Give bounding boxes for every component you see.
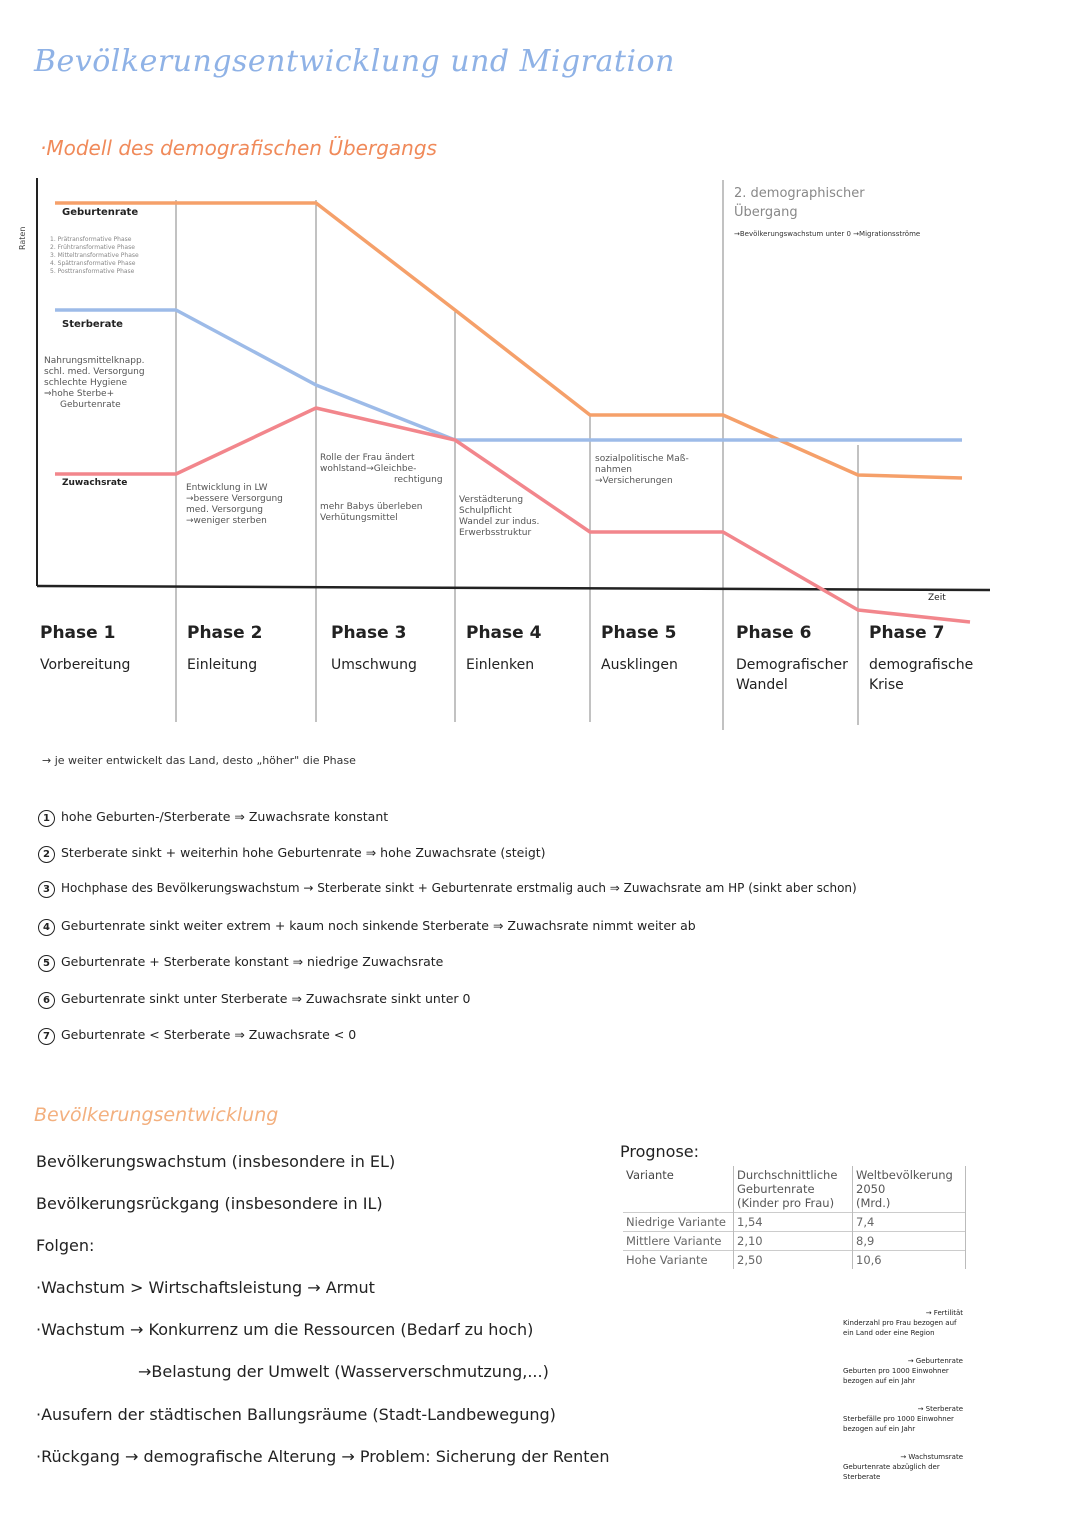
phase-6: Phase 6 Demografischer Wandel [736, 623, 848, 693]
table-row: Mittlere Variante 2,10 8,9 [623, 1232, 966, 1251]
definition-fertility: → Fertilität Kinderzahl pro Frau bezogen auf ein Land oder eine Region [843, 1309, 963, 1337]
annotation-phase3-bottom: mehr Babys überleben Verhütungsmittel [320, 502, 423, 523]
text-line: ·Rückgang → demografische Alterung → Problem: Sicherung der Renten [36, 1447, 610, 1466]
table-row: Niedrige Variante 1,54 7,4 [623, 1213, 966, 1232]
phase-2: Phase 2 Einleitung [187, 623, 263, 673]
phase-item: 2 Sterberate sinkt + weiterhin hohe Geburtenrate ⇒ hohe Zuwachsrate (steigt) [38, 845, 546, 863]
text-line: →Belastung der Umwelt (Wasserverschmutzung,...) [138, 1362, 549, 1381]
phase-7: Phase 7 demografische Krise [869, 623, 974, 693]
text-line: Bevölkerungswachstum (insbesondere in EL) [36, 1152, 396, 1171]
legend-growth-label: Zuwachsrate [62, 478, 128, 488]
x-axis-label: Zeit [928, 593, 946, 603]
annotation-phase6-note: →Bevölkerungswachstum unter 0 →Migrationsströme [734, 230, 921, 238]
text-line: Folgen: [36, 1236, 95, 1255]
death-note: Nahrungsmittelknapp. schl. med. Versorgung schlechte Hygiene ⇒hohe Sterbe+ Geburtenrate [44, 356, 145, 410]
prognose-label: Prognose: [620, 1142, 700, 1161]
prognose-table [623, 1166, 966, 1269]
legend-birth-label: Geburtenrate [62, 207, 139, 218]
phase-item: 4 Geburtenrate sinkt weiter extrem + kaum noch sinkende Sterberate ⇒ Zuwachsrate nimmt weiter ab [38, 918, 696, 936]
phase-item: 3 Hochphase des Bevölkerungswachstum → Sterberate sinkt + Geburtenrate erstmalig auch ⇒ Zuwachsrate am HP (sinkt aber schon) [38, 881, 857, 898]
section-title-model: ·Modell des demografischen Übergangs [40, 136, 437, 160]
annotation-phase4: Verstädterung Schulpflicht Wandel zur indus. Erwerbsstruktur [459, 495, 540, 538]
phase-item: 6 Geburtenrate sinkt unter Sterberate ⇒ Zuwachsrate sinkt unter 0 [38, 991, 471, 1009]
phase-5: Phase 5 Ausklingen [601, 623, 678, 673]
x-axis [37, 586, 990, 590]
legend-death-label: Sterberate [62, 319, 123, 330]
legend-phase-item: 1. Prätransformative Phase [50, 236, 132, 243]
table-header: Variante [623, 1166, 734, 1213]
annotation-phase5: sozialpolitische Maß- nahmen →Versicherungen [595, 454, 689, 486]
phase-1: Phase 1 Vorbereitung [40, 623, 131, 673]
death-rate-line [55, 310, 962, 440]
y-axis-label: Raten [18, 226, 27, 250]
phase-3: Phase 3 Umschwung [331, 623, 417, 673]
table-header: Weltbevölkerung 2050 (Mrd.) [853, 1166, 966, 1213]
phase-note: → je weiter entwickelt das Land, desto „höher" die Phase [42, 754, 356, 767]
annotation-phase3-top: Rolle der Frau ändert wohlstand→Gleichbe- rechtigung [320, 453, 443, 485]
text-line: Bevölkerungsrückgang (insbesondere in IL) [36, 1194, 383, 1213]
annotation-phase2: Entwicklung in LW →bessere Versorgung med. Versorgung →weniger sterben [186, 483, 283, 526]
text-line: ·Ausufern der städtischen Ballungsräume (Stadt-Landbewegung) [36, 1405, 556, 1424]
section-title-development: Bevölkerungsentwicklung [34, 1104, 279, 1126]
text-line: ·Wachstum → Konkurrenz um die Ressourcen (Bedarf zu hoch) [36, 1320, 534, 1339]
phase-4: Phase 4 Einlenken [466, 623, 542, 673]
birth-rate-line [55, 203, 962, 478]
definition-death-rate: → Sterberate Sterbefälle pro 1000 Einwohner bezogen auf ein Jahr [843, 1405, 963, 1433]
phase-item: 7 Geburtenrate < Sterberate ⇒ Zuwachsrate < 0 [38, 1027, 356, 1045]
annotation-phase6-title: 2. demographischer Übergang [734, 186, 865, 220]
legend-phase-item: 2. Frühtransformative Phase [50, 244, 135, 251]
page-title: Bevölkerungsentwicklung und Migration [34, 44, 675, 79]
table-header: Durchschnittliche Geburtenrate (Kinder pro Frau) [734, 1166, 853, 1213]
legend-phase-item: 4. Spättransformative Phase [50, 260, 136, 267]
definition-growth-rate: → Wachstumsrate Geburtenrate abzüglich der Sterberate [843, 1453, 963, 1481]
legend-phase-item: 3. Mitteltransformative Phase [50, 252, 139, 259]
phase-item: 1 hohe Geburten-/Sterberate ⇒ Zuwachsrate konstant [38, 809, 388, 827]
table-row: Hohe Variante 2,50 10,6 [623, 1251, 966, 1270]
legend-phase-list [50, 236, 139, 276]
definition-birth-rate: → Geburtenrate Geburten pro 1000 Einwohner bezogen auf ein Jahr [843, 1357, 963, 1385]
table-header-row [623, 1166, 966, 1213]
legend-phase-item: 5. Posttransformative Phase [50, 268, 135, 275]
text-line: ·Wachstum > Wirtschaftsleistung → Armut [36, 1278, 375, 1297]
phase-item: 5 Geburtenrate + Sterberate konstant ⇒ niedrige Zuwachsrate [38, 954, 443, 972]
